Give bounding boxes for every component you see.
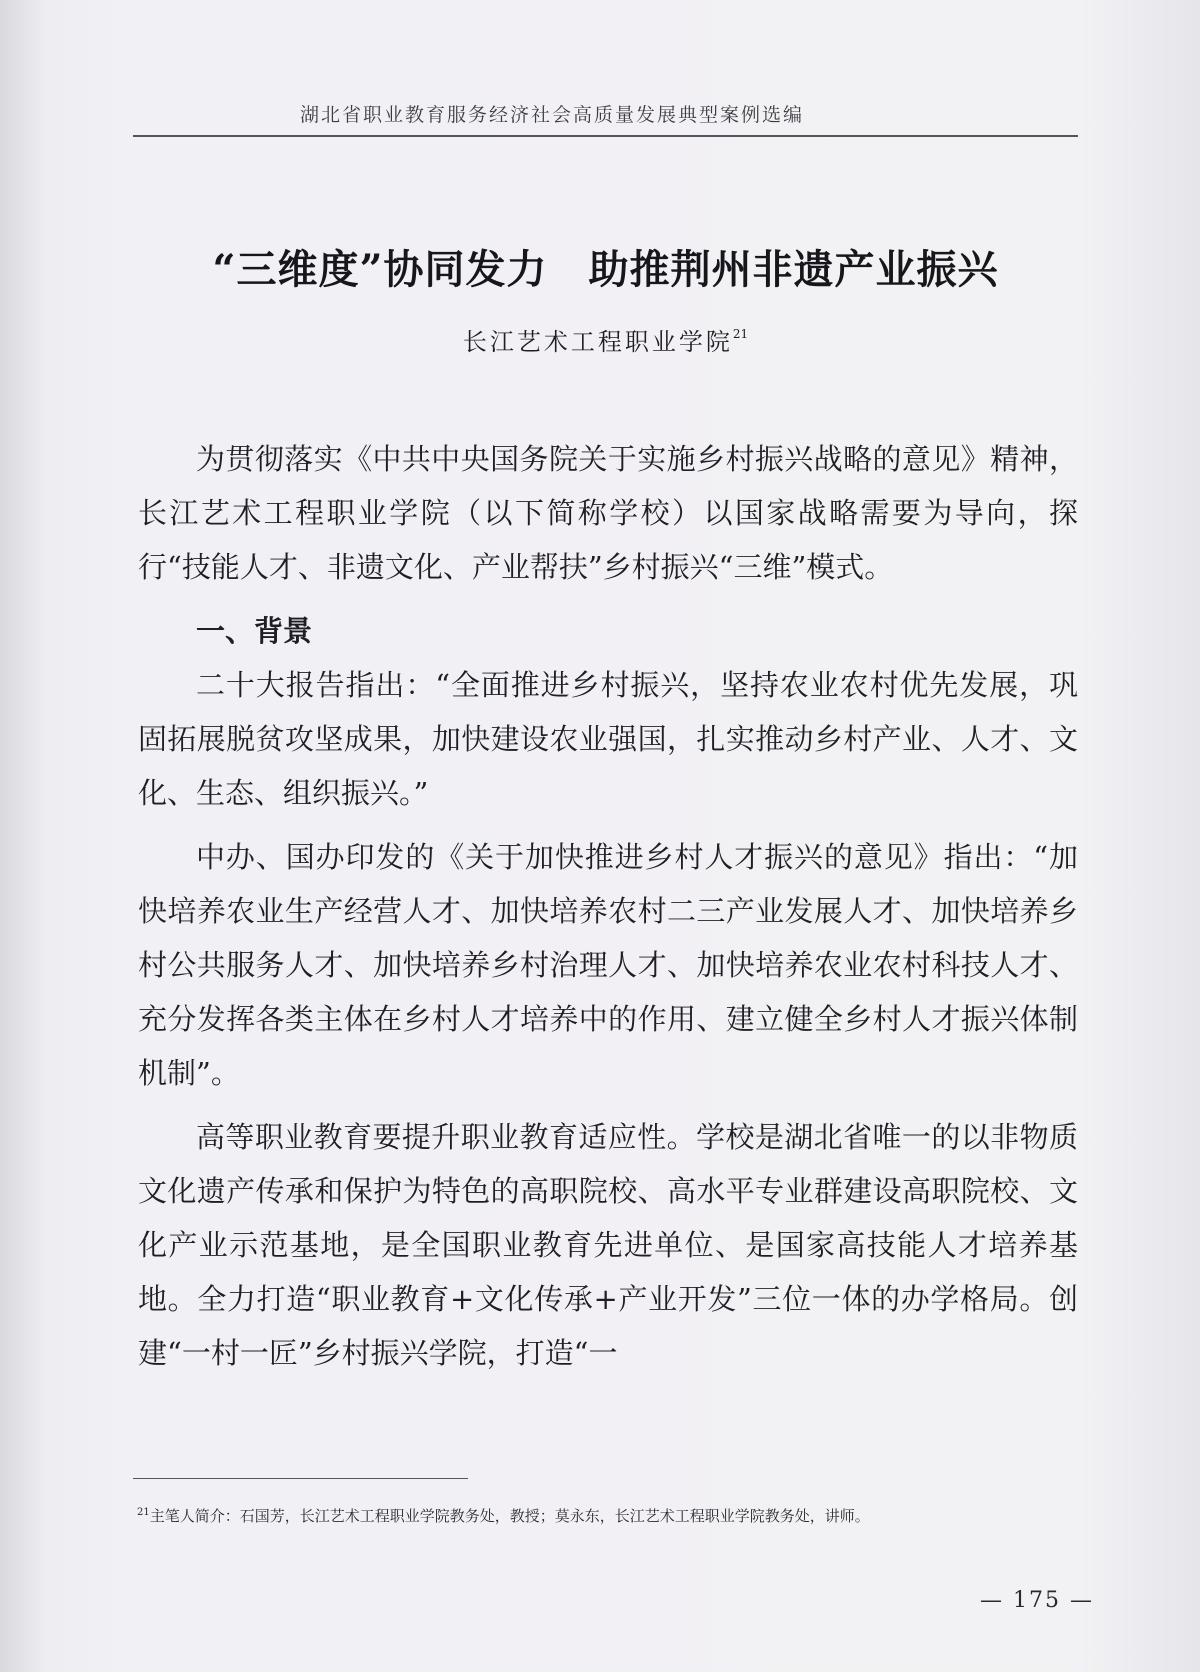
paragraph-higher-vocational: 高等职业教育要提升职业教育适应性。学校是湖北省唯一的以非物质文化遗产传承和保护为特色的高职院校、高水平专业群建设高职院校、文化产业示范基地，是全国职业教育先进单位、是国家高技能人才培养基地。全力打造“职业教育+文化传承+产业开发”三位一体的办学格局。创建“一村一匠”乡村振兴学院，打造“一 xyxy=(138,1120,1078,1370)
article-body xyxy=(138,432,1078,1380)
paragraph-intro: 为贯彻落实《中共中央国务院关于实施乡村振兴战略的意见》精神，长江艺术工程职业学院（以下简称学校）以国家战略需要为导向，探行“技能人才、非遗文化、产业帮扶”乡村振兴“三维”模式。 xyxy=(138,442,1078,584)
author-name: 长江艺术工程职业学院 xyxy=(462,328,733,356)
header-rule xyxy=(133,135,1078,137)
author-footnote-mark: 21 xyxy=(732,327,749,341)
article-title: “三维度”协同发力 助推荆州非遗产业振兴 xyxy=(212,246,999,293)
paragraph-talent-policy: 中办、国办印发的《关于加快推进乡村人才振兴的意见》指出：“加快培养农业生产经营人才、加快培养农村二三产业发展人才、加快培养乡村公共服务人才、加快培养乡村治理人才、加快培养农业农村科技人才、充分发挥各类主体在乡村人才培养中的作用、建立健全乡村人才振兴体制机制”。 xyxy=(138,840,1078,1090)
author-line xyxy=(133,322,1078,357)
paragraph-report-quote: 二十大报告指出：“全面推进乡村振兴，坚持农业农村优先发展，巩固拓展脱贫攻坚成果，加快建设农业强国，扎实推动乡村产业、人才、文化、生态、组织振兴。” xyxy=(138,668,1078,810)
footnote-mark: 21 xyxy=(137,1507,150,1518)
footnote-rule xyxy=(133,1478,468,1479)
footnote xyxy=(137,1500,1077,1529)
footnote-text: 主笔人简介：石国芳，长江艺术工程职业学院教务处，教授；莫永东，长江艺术工程职业学院教务处，讲师。 xyxy=(149,1507,870,1525)
page-number: — 175 — xyxy=(980,1588,1094,1613)
section-heading: 一、背景 xyxy=(196,614,313,648)
running-header: 湖北省职业教育服务经济社会高质量发展典型案例选编 xyxy=(300,104,805,126)
